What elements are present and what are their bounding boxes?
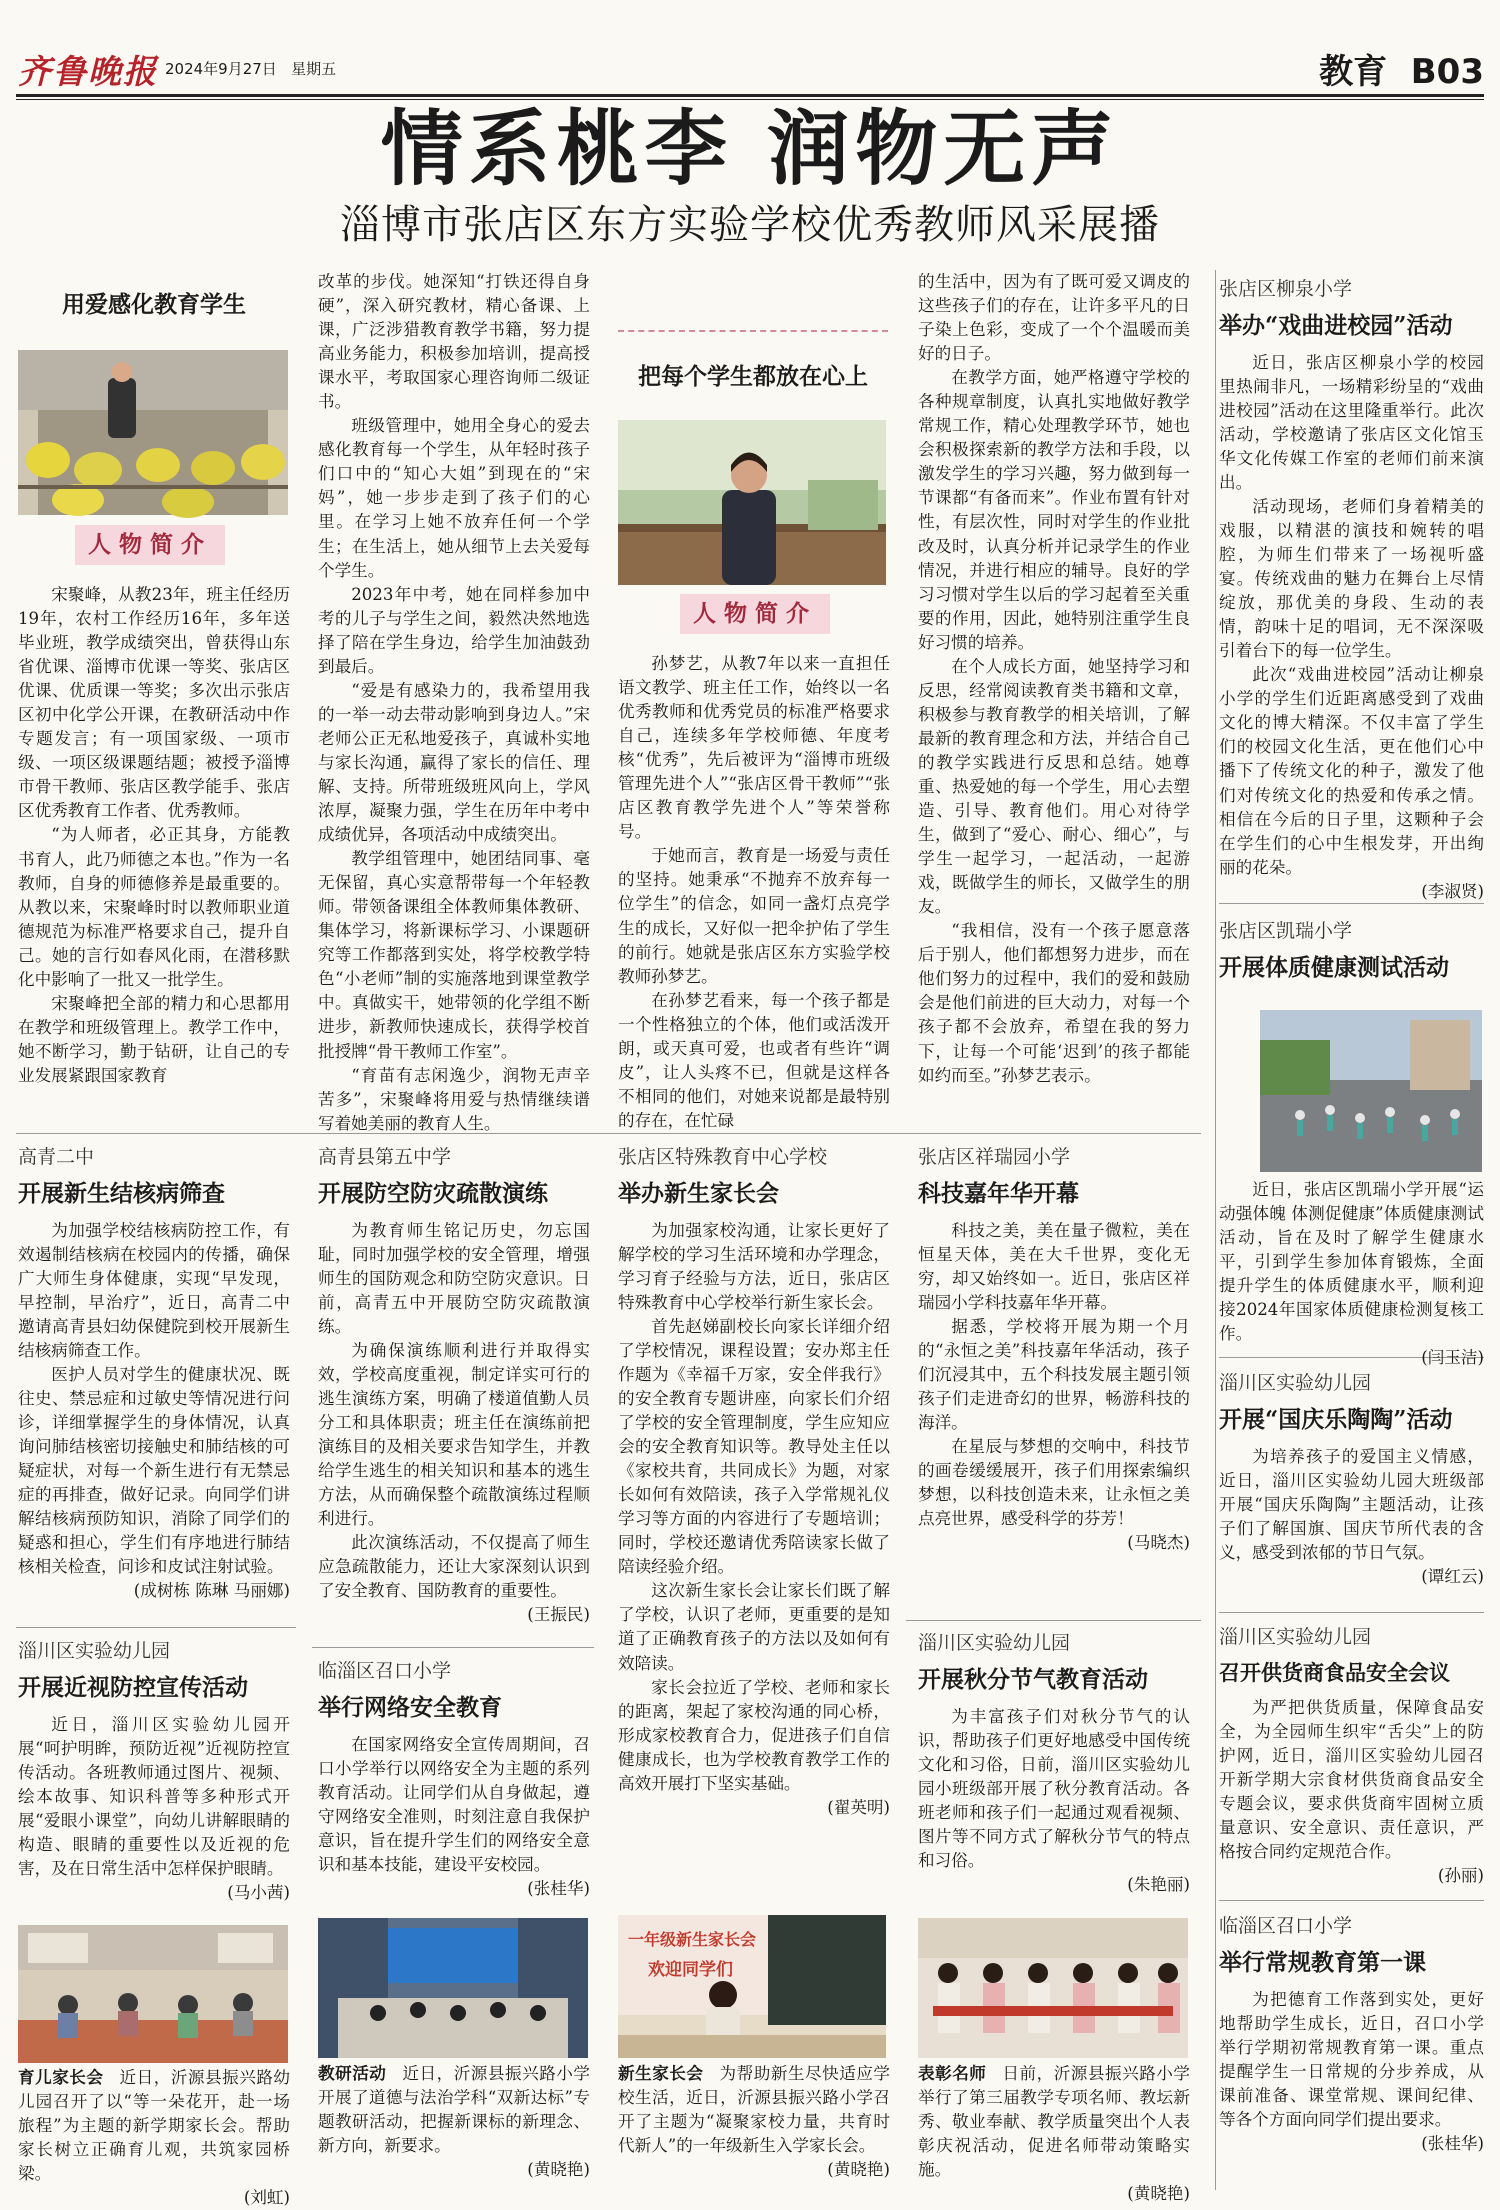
photo-caption-1: 育儿家长会 近日，沂源县振兴路幼儿园召开了以“等一朵花开，赴一场旅程”为主题的新学期家长会。帮助家长树立正确育儿观，共筑家园桥梁。 (刘虹) bbox=[18, 2068, 291, 2208]
news-zichuan-myopia: 淄川区实验幼儿园 开展近视防控宣传活动 近日，淄川区实验幼儿园开展“呵护明眸，预防近视”近视防控宣传活动。各班教师通过图片、视频、绘本故事、知识科普等多种形式开展“爱眼小课堂”，向幼儿讲解眼睛的构造、眼睛的重要性以及近视的危害，及在日常生活中怎样保护眼睛。 (马小茜) bbox=[18, 1640, 290, 1903]
newspaper-logo: 齐鲁晚报 bbox=[18, 52, 158, 91]
column-rule bbox=[1215, 270, 1216, 2190]
news-zhaokou-firstlesson: 临淄区召口小学 举行常规教育第一课 为把德育工作落到实处，更好地帮助学生成长，近日，召口小学举行学期初常规教育第一课。重点提醒学生一日常规的分步养成，从课前准备、课堂常规、课间纪律、等各个方面向同学们提出要求。 (张桂华) bbox=[1219, 1915, 1484, 2153]
section-rule bbox=[1219, 1900, 1484, 1901]
news-zichuan-autumn-equinox: 淄川区实验幼儿园 开展秋分节气教育活动 为丰富孩子们对秋分节气的认识，帮助孩子们更好地感受中国传统文化和习俗，日前，淄川区实验幼儿园小班级部开展了秋分教育活动。各班老师和孩子们一起通过观看视频、图片等不同方式了解秋分节气的特点和习俗。 (朱艳丽) bbox=[918, 1632, 1190, 1895]
school-label: 淄川区实验幼儿园 bbox=[918, 1632, 1071, 1654]
news-title: 举办“戏曲进校园”活动 bbox=[1219, 311, 1453, 339]
school-label: 临淄区召口小学 bbox=[318, 1660, 452, 1682]
news-title: 开展秋分节气教育活动 bbox=[918, 1665, 1148, 1693]
article-1-heading bbox=[18, 290, 290, 330]
welcome-text: 欢迎同学们 bbox=[648, 1960, 733, 1980]
teaching-research-art bbox=[318, 1918, 588, 2058]
school-label: 张店区柳泉小学 bbox=[1219, 278, 1353, 300]
article-1-col-2: 改革的步伐。她深知“打铁还得自身硬”，深入研究教材，精心备课、上课，广泛涉猎教育教学书籍，努力提高业务能力，积极参加培训，提高授课水平，考取国家心理咨询师二级证书。 班级管理中，她用全身心的爱去感化教育每一个学生，从年轻时孩子们口中的“知心大姐”到现在的“宋妈”，她一步步走到了孩子们的心里。在学习上她不放弃任何一个学生；在生活上，她从细节上去关爱每个学生。 2023年中考，她在同样参加中考的儿子与学生之间，毅然决然地选择了陪在学生身边，给学生加油鼓劲到最后。 “爱是有感染力的，我希望用我的一举一动去带动影响到身边人。”宋老师公正无私地爱孩子，真诚朴实地与家长沟通，赢得了家长的信任、理解、支持。所带班级班风向上，学风浓厚，凝聚力强，学生在历年中考中成绩优异，各项活动中成绩突出。 教学组管理中，她团结同事、毫无保留，真心实意帮带每一个年轻教师。带领备课组全体教师集体教研、集体学习，将新课标学习、小课题研究等工作都落到实处，将学校教学特色“小老师”制的实施落地到课堂教学中。真做实干，她带领的化学组不断进步，新教师快速成长，获得学校首批授牌“骨干教师工作室”。 “育苗有志闲逸少，润物无声辛苦多”，宋聚峰将用爱与热情继续谱写着她美丽的教育人生。 bbox=[318, 272, 590, 1133]
school-label: 张店区祥瑞园小学 bbox=[918, 1146, 1071, 1168]
school-label: 淄川区实验幼儿园 bbox=[18, 1640, 171, 1662]
news-title: 开展近视防控宣传活动 bbox=[18, 1673, 248, 1701]
news-title: 举行常规教育第一课 bbox=[1219, 1948, 1426, 1976]
classroom-photo-art bbox=[18, 350, 288, 515]
profile-badge: 人物简介 bbox=[680, 594, 830, 634]
school-label: 高青二中 bbox=[18, 1146, 95, 1168]
article-divider bbox=[618, 330, 888, 332]
news-gaoqing-tb-screening: 高青二中 开展新生结核病筛查 为加强学校结核病防控工作，有效遏制结核病在校园内的传播，确保广大师生身体健康，实现“早发现，早控制，早治疗”，近日，高青二中邀请高青县妇幼保健院到校开展新生结核病筛查工作。 医护人员对学生的健康状况、既往史、禁忌症和过敏史等情况进行问诊，详细掌握学生的身体情况，认真询问肺结核密切接触史和肺结核的可疑症状，对每一个新生进行有无禁忌症的再排查，做好记录。向同学们讲解结核病预防知识，消除了同学们的疑惑和担心，学生们有序地进行肺结核相关检查，问诊和皮试注射试验。 (成树栋 陈琳 马丽娜) bbox=[18, 1146, 290, 1601]
teacher-portrait-art bbox=[618, 420, 886, 585]
teacher-portrait-photo bbox=[618, 420, 886, 585]
article-title: 用爱感化教育学生 bbox=[62, 291, 246, 318]
header-rule-thin bbox=[16, 99, 1484, 100]
news-title: 开展新生结核病筛查 bbox=[18, 1179, 225, 1207]
masthead bbox=[0, 0, 1500, 96]
news-liuquan-opera: 张店区柳泉小学 举办“戏曲进校园”活动 近日，张店区柳泉小学的校园里热闹非凡，一场精彩纷呈的“戏曲进校园”活动在这里隆重举行。此次活动，学校邀请了张店区文化馆玉华文化传媒工作室的老师们前来演出。 活动现场，老师们身着精美的戏服，以精湛的演技和婉转的唱腔，为师生们带来了一场视听盛宴。传统戏曲的魅力在舞台上尽情绽放，那优美的身段、生动的表情，韵味十足的唱词，无不深深吸引着台下的每一位学生。 此次“戏曲进校园”活动让柳泉小学的学生们近距离感受到了戏曲文化的博大精深。不仅丰富了学生们的校园文化生活，更在他们心中播下了传统文化的种子，激发了他们对传统文化的热爱和传承之情。相信在今后的日子里，这颗种子会在学生们的心中生根发芽，开出绚丽的花朵。 (李淑贤) bbox=[1219, 278, 1484, 901]
news-special-ed-parents-meeting: 张店区特殊教育中心学校 举办新生家长会 为加强家校沟通，让家长更好了解学校的学习生活环境和办学理念，学习育子经验与方法，近日，张店区特殊教育中心学校举行新生家长会。 首先赵娣副校长向家长详细介绍了学校情况，课程设置；安办郑主任作题为《幸福千万家，安全伴我行》的安全教育专题讲座，向家长们介绍了学校的安全管理制度，学生应知应会的安全教育知识等。教导处主任以《家校共育，共同成长》为题，对家长如何有效陪读，孩子入学常规礼仪学习等方面的内容进行了专题培训；同时，学校还邀请优秀陪读家长做了陪读经验介绍。 这次新生家长会让家长们既了解了学校，认识了老师，更重要的是知道了正确教育孩子的方法以及如何有效陪读。 家长会拉近了学校、老师和家长的距离，架起了家校沟通的同心桥，形成家校教育合力，促进孩子们自信健康成长，也为学校教育教学工作的高效开展打下坚实基础。 (翟英明) bbox=[618, 1146, 890, 1817]
news-kairui-fitness bbox=[1219, 920, 1484, 1010]
teaching-research-photo bbox=[318, 1918, 588, 2058]
article-1-col-1: 宋聚峰，从教23年，班主任经历19年，农村工作经历16年，多年送毕业班，教学成绩突出，曾获得山东省优课、淄博市优课一等奖、张店区优课、优质课一等奖；多次出示张店区初中化学公开课，在教研活动中作专题发言；有一项国家级、一项市级、一项区级课题结题；被授予淄博市骨干教师、张店区教学能手、张店区优秀教育工作者、优秀教师。 “为人师者，必正其身，方能教书育人，此乃师德之本也。”作为一名教师，自身的师德修养是最重要的。从教以来，宋聚峰时时以教师职业道德规范为标准严格要求自己，提升自己。她的言行如春风化雨，在潜移默化中影响了一批又一批学生。 宋聚峰把全部的精力和心思都用在教学和班级管理上。教学工作中，她不断学习，勤于钻研，让自己的专业发展紧跟国家教育 bbox=[18, 585, 290, 1085]
school-label: 临淄区召口小学 bbox=[1219, 1915, 1353, 1937]
photo-caption-4: 表彰名师 日前，沂源县振兴路小学举行了第三届教学专项名师、教坛新秀、敬业奉献、教学质量突出个人表彰庆祝活动，促进名师带动策略实施。 (黄晓艳) bbox=[918, 2064, 1191, 2204]
school-label: 淄川区实验幼儿园 bbox=[1219, 1372, 1372, 1394]
page-section: 教育 B03 bbox=[1319, 52, 1484, 92]
news-kairui-body: 近日，张店区凯瑞小学开展“运动强体魄 体测促健康”体质健康测试活动，旨在及时了解学生健康水平，引到学生参加体育锻炼，全面提升学生的体质健康水平，顺利迎接2024年国家体质健康检测复核工作。 (闫玉洁) bbox=[1219, 1180, 1484, 1368]
news-xiangruiyuan-science-fair: 张店区祥瑞园小学 科技嘉年华开幕 科技之美，美在量子微粒，美在恒星天体，美在大千世界，变化无穷，却又始终如一。近日，张店区祥瑞园小学科技嘉年华开幕。 据悉，学校将开展为期一个月的“永恒之美”科技嘉年华活动，孩子们沉浸其中，五个科技发展主题引领孩子们走进奇幻的世界，畅游科技的海洋。 在星辰与梦想的交响中，科技节的画卷缓缓展开，孩子们用探索编织梦想，以科技创造未来，让永恒之美点亮世界，感受科学的芬芳！ (马晓杰) bbox=[918, 1146, 1190, 1553]
section-rule bbox=[16, 1627, 296, 1628]
banner-text: 一年级新生家长会 bbox=[628, 1930, 757, 1949]
news-zichuan-nationalday: 淄川区实验幼儿园 开展“国庆乐陶陶”活动 为培养孩子的爱国主义情感，近日，淄川区实验幼儿园大班级部开展“国庆乐陶陶”主题活动，让孩子们了解国旗、国庆节所代表的含义，感受到浓郁的节日气氛。 (谭红云) bbox=[1219, 1372, 1484, 1586]
teacher-awards-photo bbox=[918, 1918, 1188, 2058]
section-rule bbox=[16, 1133, 1201, 1134]
article-title: 把每个学生都放在心上 bbox=[638, 363, 868, 390]
news-title: 开展“国庆乐陶陶”活动 bbox=[1219, 1405, 1453, 1433]
photo-caption-2: 教研活动 近日，沂源县振兴路小学开展了道德与法治学科“双新达标”专题教研活动，把握新课标的新理念、新方向，新要求。 (黄晓艳) bbox=[318, 2064, 591, 2180]
photo-caption-3: 新生家长会 为帮助新生尽快适应学校生活，近日，沂源县振兴路小学召开了主题为“凝聚家校力量，共育时代新人”的一年级新生入学家长会。 (黄晓艳) bbox=[618, 2064, 891, 2180]
news-title: 举办新生家长会 bbox=[618, 1179, 779, 1207]
fitness-test-photo bbox=[1260, 1010, 1482, 1172]
article-2-col-2: 的生活中，因为有了既可爱又调皮的这些孩子们的存在，让许多平凡的日子染上色彩，变成了一个个温暖而美好的日子。 在教学方面，她严格遵守学校的各种规章制度，认真扎实地做好教学常规工作，精心处理教学环节，她也会积极探索新的教学方法和手段，以激发学生的学习兴趣，努力做到每一节课都“有备而来”。作业布置有针对性，有层次性，同时对学生的作业批改及时，认真分析并记录学生的作业情况，并进行相应的辅导。良好的学习习惯对学生以后的学习起着至关重要的作用，因此，她特别注重学生良好习惯的培养。 在个人成长方面，她坚持学习和反思，经常阅读教育类书籍和文章，积极参与教育教学的相关培训，了解最新的教育理念和方法，并结合自己的教学实践进行反思和总结。她尊重、热爱她的每一个学生，用心去塑造、引导、教育他们。用心对待学生，做到了“爱心、耐心、细心”，与学生一起学习，一起活动，一起游戏，既做学生的师长，又做学生的朋友。 “我相信，没有一个孩子愿意落后于别人，他们都想努力进步，而在他们努力的过程中，我们的爱和鼓励会是他们前进的巨大动力，对每一个孩子都不会放弃，希望在我的努力下，让每一个可能‘迟到’的孩子都能如约而至。”孙梦艺表示。 bbox=[918, 272, 1190, 1085]
new-student-meeting-photo bbox=[618, 1915, 886, 2058]
news-zichuan-foodsafety: 淄川区实验幼儿园 召开供货商食品安全会议 为严把供货质量，保障食品安全，为全园师生织牢“舌尖”上的防护网，近日，淄川区实验幼儿园召开新学期大宗食材供货商食品安全专题会议，要求供货商牢固树立质量意识、安全意识、责任意识，严格按合同约定规范合作。 (孙丽) bbox=[1219, 1626, 1484, 1886]
section-rule bbox=[312, 1647, 594, 1648]
news-gaoqing-evacuation-drill: 高青县第五中学 开展防空防灾疏散演练 为教育师生铭记历史，勿忘国耻，同时加强学校的安全管理，增强师生的国防观念和防空防灾意识。日前，高青五中开展防空防灾疏散演练。 为确保演练顺利进行并取得实效，学校高度重视，制定详实可行的逃生演练方案，明确了楼道值勤人员分工和具体职责；班主任在演练前把演练目的及相关要求告知学生，并教给学生逃生的相关知识和基本的逃生方法，从而确保整个疏散演练过程顺利进行。 此次演练活动，不仅提高了师生应急疏散能力，还让大家深刻认识到了安全教育、国防教育的重要性。 (王振民) bbox=[318, 1146, 590, 1625]
profile-badge: 人物简介 bbox=[75, 525, 225, 565]
article-2-col-1: 孙梦艺，从教7年以来一直担任语文教学、班主任工作，始终以一名优秀教师和优秀党员的标准严格要求自己，连续多年学校师德、年度考核“优秀”，先后被评为“淄博市班级管理先进个人”“张店区骨干教师”“张店区教育教学先进个人”等荣誉称号。 于她而言，教育是一场爱与责任的坚持。她秉承“不抛弃不放弃每一位学生”的信念，如同一盏灯点亮学生的成长，又好似一把伞护佑了学生的前行。她就是张店区东方实验学校教师孙梦艺。 在孙梦艺看来，每一个孩子都是一个性格独立的个体，他们或活泼开朗，或天真可爱，也或者有些许“调皮”，让人头疼不已，但就是这样各不相同的他们，对她来说都是最特别的存在，在忙碌 bbox=[618, 654, 890, 1130]
section-rule bbox=[906, 1620, 1201, 1621]
issue-date: 2024年9月27日 星期五 bbox=[165, 60, 337, 78]
news-title: 开展体质健康测试活动 bbox=[1219, 953, 1449, 981]
news-title: 科技嘉年华开幕 bbox=[918, 1179, 1079, 1207]
section-rule bbox=[1219, 1612, 1484, 1613]
page-title: 情系桃李 润物无声 bbox=[380, 101, 1120, 197]
school-label: 淄川区实验幼儿园 bbox=[1219, 1626, 1372, 1648]
classroom-photo bbox=[18, 350, 288, 515]
news-zhaokou-cybersecurity: 临淄区召口小学 举行网络安全教育 在国家网络安全宣传周期间，召口小学举行以网络安全为主题的系列教育活动。让同学们从自身做起，遵守网络安全准则，时刻注意自我保护意识，旨在提升学生们的网络安全意识和基本技能，建设平安校园。 (张桂华) bbox=[318, 1660, 590, 1898]
kindergarten-meeting-photo bbox=[18, 1925, 288, 2063]
teacher-awards-art bbox=[918, 1918, 1188, 2058]
page-subtitle: 淄博市张店区东方实验学校优秀教师风采展播 bbox=[340, 202, 1160, 248]
news-title: 举行网络安全教育 bbox=[318, 1693, 502, 1721]
news-title: 开展防空防灾疏散演练 bbox=[318, 1179, 548, 1207]
news-title: 召开供货商食品安全会议 bbox=[1219, 1659, 1450, 1685]
article-2-heading bbox=[618, 362, 888, 402]
fitness-test-art bbox=[1260, 1010, 1482, 1172]
header-rule bbox=[16, 94, 1484, 97]
school-label: 张店区凯瑞小学 bbox=[1219, 920, 1353, 942]
kindergarten-meeting-art bbox=[18, 1925, 288, 2063]
school-label: 高青县第五中学 bbox=[318, 1146, 452, 1168]
school-label: 张店区特殊教育中心学校 bbox=[618, 1146, 828, 1168]
